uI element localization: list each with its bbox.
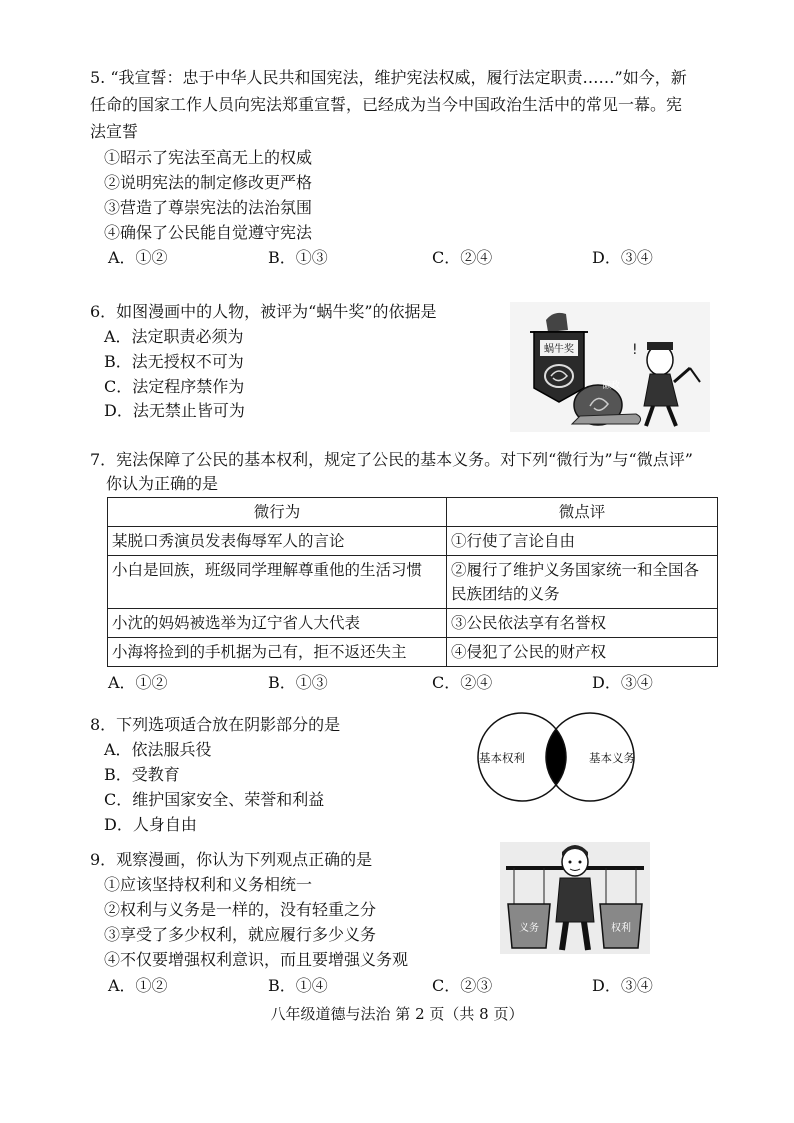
snail-award-cartoon xyxy=(510,302,710,432)
q6-option-c[interactable]: C．法定程序禁作为 xyxy=(104,377,245,396)
shell-label: 懒政 xyxy=(602,381,621,391)
table-cell: ③公民依法享有名誉权 xyxy=(447,609,718,638)
q5-item-3: ③营造了尊崇宪法的法治氛围 xyxy=(104,198,313,217)
q9-item-3: ③享受了多少权利，就应履行多少义务 xyxy=(104,925,377,944)
svg-text:!: ! xyxy=(632,342,638,358)
q5-option-b[interactable]: B．①③ xyxy=(268,248,328,267)
page-footer: 八年级道德与法治 第 2 页（共 8 页） xyxy=(270,1005,524,1023)
table-header-row xyxy=(108,498,718,527)
q8-option-b[interactable]: B．受教育 xyxy=(104,765,180,784)
table-cell: 小白是回族，班级同学理解尊重他的生活习惯 xyxy=(108,556,447,609)
q5-stem-line-1: 5. “我宣誓：忠于中华人民共和国宪法，维护宪法权威，履行法定职责……”如今，新 xyxy=(90,68,687,87)
q7-option-b[interactable]: B．①③ xyxy=(268,673,328,692)
table-header: 微行为 xyxy=(108,498,447,527)
q9-item-2: ②权利与义务是一样的，没有轻重之分 xyxy=(104,900,377,919)
q5-option-c[interactable]: C．②④ xyxy=(432,248,493,267)
behavior-comment-table xyxy=(107,497,718,667)
q5-item-1: ①昭示了宪法至高无上的权威 xyxy=(104,148,313,167)
table-row xyxy=(108,638,718,667)
table-row xyxy=(108,527,718,556)
q5-item-4: ④确保了公民能自觉遵守宪法 xyxy=(104,223,313,242)
q5-stem-line-2: 任命的国家工作人员向宪法郑重宣誓，已经成为当今中国政治生活中的常见一幕。宪 xyxy=(90,95,683,114)
balance-pole-cartoon xyxy=(500,842,650,954)
q8-option-c[interactable]: C．维护国家安全、荣誉和利益 xyxy=(104,790,325,809)
right-bucket-label: 权利 xyxy=(611,923,631,934)
q6-option-a[interactable]: A．法定职责必须为 xyxy=(104,327,244,346)
q8-option-a[interactable]: A．依法服兵役 xyxy=(104,740,212,759)
q9-option-a[interactable]: A．①② xyxy=(108,976,168,995)
duty-bucket-label: 义务 xyxy=(519,923,539,934)
q7-stem-line-2: 你认为正确的是 xyxy=(106,474,219,493)
venn-left-label: 基本权利 xyxy=(479,751,525,765)
q9-stem: 9．观察漫画，你认为下列观点正确的是 xyxy=(90,850,373,869)
q9-option-d[interactable]: D．③④ xyxy=(592,976,653,995)
table-row xyxy=(108,609,718,638)
banner-label: 蜗牛奖 xyxy=(544,344,574,355)
q6-stem: 6．如图漫画中的人物，被评为“蜗牛奖”的依据是 xyxy=(90,302,437,321)
rights-duties-venn xyxy=(466,712,646,802)
table-cell: 某脱口秀演员发表侮辱军人的言论 xyxy=(108,527,447,556)
q9-item-4: ④不仅要增强权利意识，而且要增强义务观 xyxy=(104,950,409,969)
q5-option-d[interactable]: D．③④ xyxy=(592,248,653,267)
q9-option-c[interactable]: C．②③ xyxy=(432,976,493,995)
venn-right-label: 基本义务 xyxy=(589,751,635,765)
q5-item-2: ②说明宪法的制定修改更严格 xyxy=(104,173,313,192)
q5-stem-line-3: 法宣誓 xyxy=(90,122,139,141)
table-cell: ②履行了维护义务国家统一和全国各民族团结的义务 xyxy=(447,556,718,609)
table-cell: 小沈的妈妈被选举为辽宁省人大代表 xyxy=(108,609,447,638)
q6-option-b[interactable]: B．法无授权不可为 xyxy=(104,352,244,371)
q5-option-a[interactable]: A．①② xyxy=(108,248,168,267)
q7-option-a[interactable]: A．①② xyxy=(108,673,168,692)
q8-stem: 8．下列选项适合放在阴影部分的是 xyxy=(90,715,341,734)
q6-option-d[interactable]: D．法无禁止皆可为 xyxy=(104,401,245,420)
q7-option-d[interactable]: D．③④ xyxy=(592,673,653,692)
q7-option-c[interactable]: C．②④ xyxy=(432,673,493,692)
q8-option-d[interactable]: D．人身自由 xyxy=(104,815,197,834)
q9-item-1: ①应该坚持权利和义务相统一 xyxy=(104,875,313,894)
table-header: 微点评 xyxy=(447,498,718,527)
table-cell: ④侵犯了公民的财产权 xyxy=(447,638,718,667)
table-row xyxy=(108,556,718,609)
table-cell: 小海将捡到的手机据为己有，拒不返还失主 xyxy=(108,638,447,667)
q9-option-b[interactable]: B．①④ xyxy=(268,976,328,995)
table-cell: ①行使了言论自由 xyxy=(447,527,718,556)
q7-stem-line-1: 7．宪法保障了公民的基本权利，规定了公民的基本义务。对下列“微行为”与“微点评” xyxy=(90,450,693,469)
